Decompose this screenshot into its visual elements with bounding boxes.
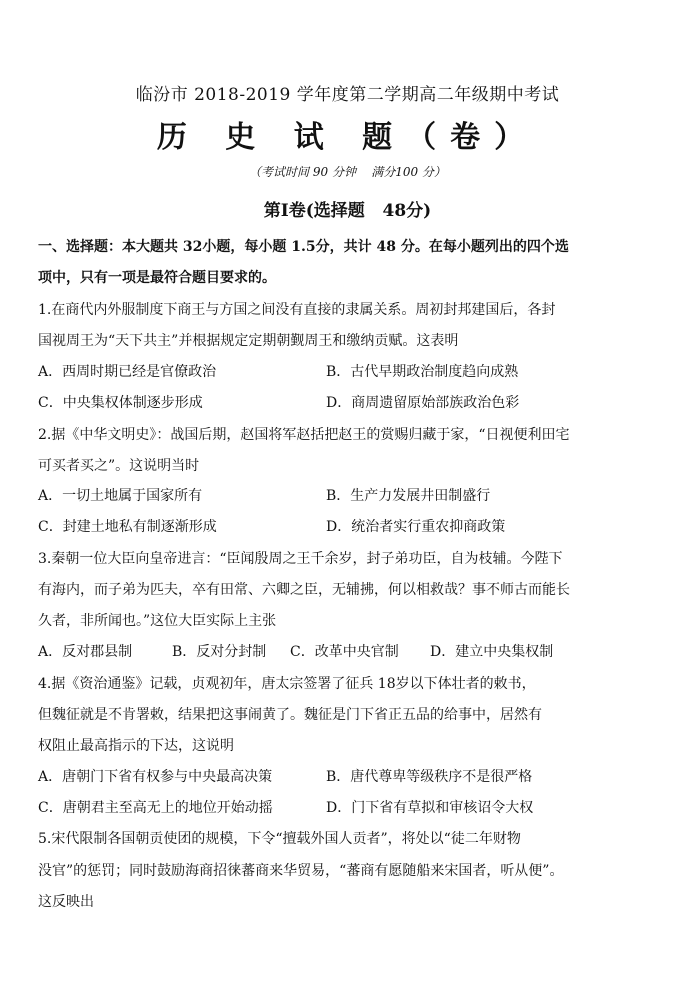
question-1-option-b: B．古代早期政治制度趋向成熟 xyxy=(326,364,519,380)
question-2-stem-line-1: 2.据《中华文明史》：战国后期，赵国将军赵括把赵王的赏赐归藏于家，“日视便利田宅 xyxy=(38,427,570,443)
instructions-line-2: 项中，只有一项是最符合题目要求的。 xyxy=(38,270,276,286)
question-3-option-b: B．反对分封制 xyxy=(172,644,267,660)
question-4-option-c: C．唐朝君主至高无上的地位开始动摇 xyxy=(38,800,273,816)
question-3-stem-line-1: 3.秦朝一位大臣向皇帝进言：“臣闻殷周之王千余岁，封子弟功臣，自为枝辅。今陛下 xyxy=(38,551,563,567)
question-2-option-c: C．封建土地私有制逐渐形成 xyxy=(38,519,217,535)
school-title: 临汾市 2018-2019 学年度第二学期高二年级期中考试 xyxy=(135,85,560,105)
question-4-option-d: D．门下省有草拟和审核诏令大权 xyxy=(326,800,534,816)
question-2-option-a: A．一切土地属于国家所有 xyxy=(38,488,203,504)
question-4-stem-line-3: 权阻止最高指示的下达，这说明 xyxy=(38,738,234,754)
question-3-option-d: D．建立中央集权制 xyxy=(430,644,554,660)
question-2-option-b: B．生产力发展井田制盛行 xyxy=(326,488,491,504)
page-title: 历 史 试 题（卷） xyxy=(156,120,539,155)
question-3-stem-line-3: 久者，非所闻也。”这位大臣实际上主张 xyxy=(38,613,277,629)
question-3-option-c: C．改革中央官制 xyxy=(290,644,399,660)
question-4-option-a: A．唐朝门下省有权参与中央最高决策 xyxy=(38,769,273,785)
question-1-stem-line-1: 1.在商代内外服制度下商王与方国之间没有直接的隶属关系。周初封邦建国后，各封 xyxy=(38,302,556,318)
question-2-option-d: D．统治者实行重农抑商政策 xyxy=(326,519,506,535)
question-1-option-a: A．西周时期已经是官僚政治 xyxy=(38,364,217,380)
question-1-stem-line-2: 国视周王为“天下共主”并根据规定定期朝觐周王和缴纳贡赋。这表明 xyxy=(38,333,459,349)
question-4-stem-line-2: 但魏征就是不肯署敕，结果把这事闹黄了。魏征是门下省正五品的给事中，居然有 xyxy=(38,707,542,723)
question-3-stem-line-2: 有海内，而子弟为匹夫，卒有田常、六卿之臣，无辅拂，何以相救哉？事不师古而能长 xyxy=(38,582,570,598)
question-3-option-a: A．反对郡县制 xyxy=(38,644,133,660)
question-5-stem-line-2: 没官”的惩罚；同时鼓励海商招徕蕃商来华贸易，“蕃商有愿随船来宋国者，听从便”。 xyxy=(38,863,564,879)
exam-info: （考试时间 90 分钟 满分100 分） xyxy=(249,165,446,179)
question-1-option-d: D．商周遗留原始部族政治色彩 xyxy=(326,395,520,411)
instructions-line-1: 一、选择题：本大题共 32小题，每小题 1.5分，共计 48 分。在每小题列出的四个选 xyxy=(38,239,569,255)
question-5-stem-line-3: 这反映出 xyxy=(38,894,94,910)
question-2-stem-line-2: 可买者买之”。这说明当时 xyxy=(38,458,200,474)
question-1-option-c: C．中央集权体制逐步形成 xyxy=(38,395,203,411)
question-5-stem-line-1: 5.宋代限制各国朝贡使团的规模，下令“擅载外国人贡者”，将处以“徒二年财物 xyxy=(38,831,521,847)
question-4-option-b: B．唐代尊卑等级秩序不是很严格 xyxy=(326,769,533,785)
question-4-stem-line-1: 4.据《资治通鉴》记载，贞观初年，唐太宗签署了征兵 18岁以下体壮者的敕书， xyxy=(38,676,536,692)
section-title: 第Ⅰ卷(选择题 48分) xyxy=(263,201,432,221)
